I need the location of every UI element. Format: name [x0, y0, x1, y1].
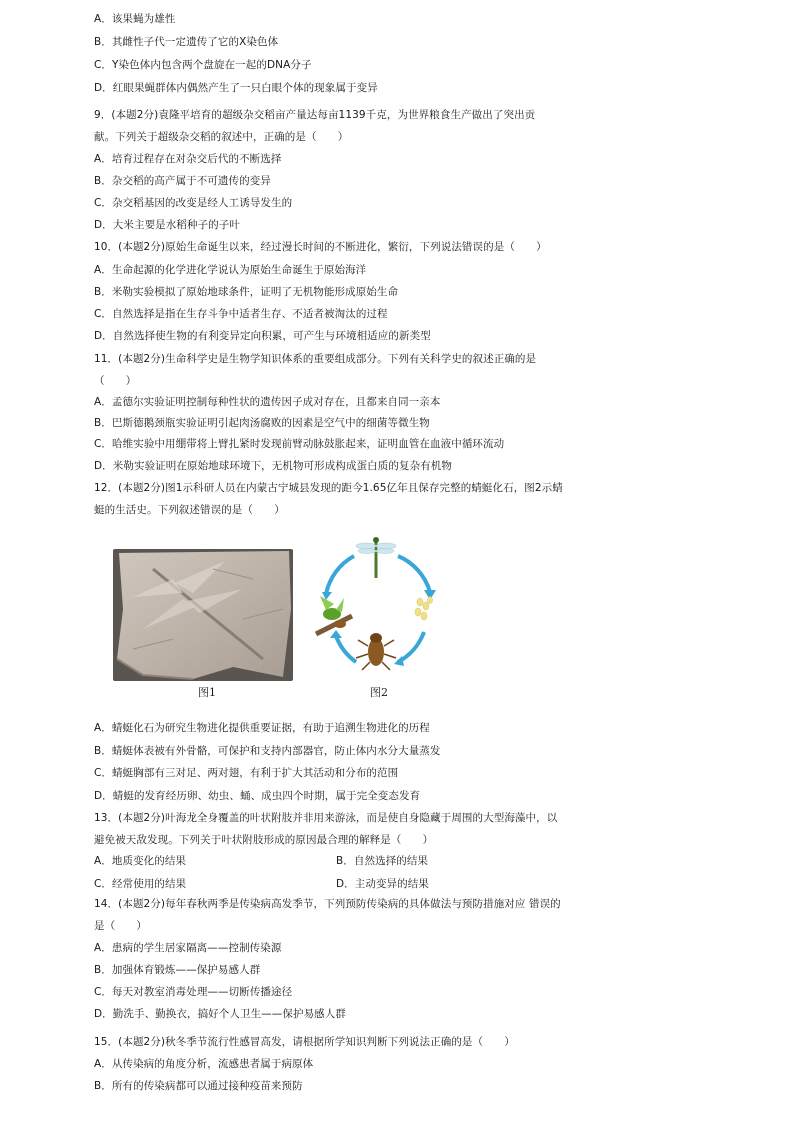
q14-option-b: B．加强体育锻炼——保护易感人群 — [94, 964, 261, 976]
q15-option-a: A．从传染病的角度分析，流感患者属于病原体 — [94, 1058, 314, 1070]
q14-option-d: D．勤洗手、勤换衣，搞好个人卫生——保护易感人群 — [94, 1008, 346, 1020]
q9-option-a: A．培育过程存在对杂交后代的不断选择 — [94, 153, 282, 165]
q11-option-a: A．孟德尔实验证明控制每种性状的遗传因子成对存在，且都来自同一亲本 — [94, 396, 441, 408]
q13-stem-2: 避免被天敌发现。下列关于叶状附肢形成的原因最合理的解释是（ ） — [94, 834, 434, 846]
q10-option-b: B．米勒实验模拟了原始地球条件，证明了无机物能形成原始生命 — [94, 286, 399, 298]
q11-stem-1: 11．(本题2分)生命科学史是生物学知识体系的重要组成部分。下列有关科学史的叙述正确的是 — [94, 353, 537, 365]
q11-stem-2: （ ） — [94, 375, 137, 387]
q12-stem-2: 蜓的生活史。下列叙述错误的是（ ） — [94, 504, 285, 516]
q10-stem: 10．(本题2分)原始生命诞生以来，经过漫长时间的不断进化，繁衍，下列说法错误的是（ ） — [94, 241, 547, 253]
q9-option-c: C．杂交稻基因的改变是经人工诱导发生的 — [94, 197, 293, 209]
q8-option-d: D．红眼果蝇群体内偶然产生了一只白眼个体的现象属于变异 — [94, 82, 378, 94]
q10-option-d: D．自然选择使生物的有利变异定向积累，可产生与环境相适应的新类型 — [94, 330, 431, 342]
figure1-fossil-photo — [113, 549, 293, 681]
q14-stem-2: 是（ ） — [94, 920, 147, 932]
q12-stem-1: 12．(本题2分)图1示科研人员在内蒙古宁城县发现的距今1.65亿年且保存完整的蜻蜓化石，图2示蜻 — [94, 482, 563, 494]
q13-option-c: C．经常使用的结果 — [94, 878, 187, 890]
q11-option-b: B．巴斯德鹅颈瓶实验证明引起肉汤腐败的因素是空气中的细菌等微生物 — [94, 417, 430, 429]
q8-option-a: A．该果蝇为雄性 — [94, 13, 176, 25]
q14-stem-1: 14．(本题2分)每年春秋两季是传染病高发季节，下列预防传染病的具体做法与预防措施对应 错误的 — [94, 898, 561, 910]
nymph-icon — [356, 633, 396, 670]
q9-stem-2: 献。下列关于超级杂交稻的叙述中，正确的是（ ） — [94, 131, 349, 143]
life-cycle-image — [312, 534, 444, 676]
q13-option-a: A．地质变化的结果 — [94, 855, 187, 867]
figure2-caption: 图2 — [370, 686, 388, 699]
q14-option-a: A．患病的学生居家隔离——控制传染源 — [94, 942, 282, 954]
q11-option-d: D．米勒实验证明在原始地球环境下，无机物可形成构成蛋白质的复杂有机物 — [94, 460, 452, 472]
q12-option-d: D．蜻蜓的发育经历卵、幼虫、蛹、成虫四个时期，属于完全变态发育 — [94, 790, 421, 802]
q10-option-c: C．自然选择是指在生存斗争中适者生存、不适者被淘汰的过程 — [94, 308, 388, 320]
q11-option-c: C．哈维实验中用绷带将上臂扎紧时发现前臂动脉鼓胀起来，证明血管在血液中循环流动 — [94, 438, 505, 450]
q9-stem-1: 9．(本题2分)袁隆平培育的超级杂交稻亩产量达每亩1139千克，为世界粮食生产做出了突出贡 — [94, 109, 536, 121]
q14-option-c: C．每天对教室消毒处理——切断传播途径 — [94, 986, 293, 998]
q8-option-c: C．Y染色体内包含两个盘旋在一起的DNA分子 — [94, 59, 312, 71]
emerging-dragonfly-icon — [316, 596, 352, 634]
q15-stem: 15．(本题2分)秋冬季节流行性感冒高发，请根据所学知识判断下列说法正确的是（ ） — [94, 1036, 515, 1048]
figure1-caption: 图1 — [198, 686, 216, 699]
eggs-icon — [415, 597, 433, 621]
q13-option-d: D．主动变异的结果 — [336, 878, 429, 890]
q12-option-a: A．蜻蜓化石为研究生物进化提供重要证据，有助于追溯生物进化的历程 — [94, 722, 430, 734]
q13-option-b: B．自然选择的结果 — [336, 855, 429, 867]
q15-option-b: B．所有的传染病都可以通过接种疫苗来预防 — [94, 1080, 303, 1092]
q10-option-a: A．生命起源的化学进化学说认为原始生命诞生于原始海洋 — [94, 264, 367, 276]
q8-option-b: B．其雌性子代一定遗传了它的X染色体 — [94, 36, 279, 48]
q13-stem-1: 13．(本题2分)叶海龙全身覆盖的叶状附肢并非用来游泳，而是使自身隐藏于周围的大型海藻中，以 — [94, 812, 558, 824]
dragonfly-fossil-image — [113, 549, 293, 681]
q9-option-b: B．杂交稻的高产属于不可遗传的变异 — [94, 175, 271, 187]
q12-option-b: B．蜻蜓体表被有外骨骼，可保护和支持内部器官，防止体内水分大量蒸发 — [94, 745, 441, 757]
adult-dragonfly-icon — [356, 537, 396, 578]
q9-option-d: D．大米主要是水稻种子的子叶 — [94, 219, 240, 231]
q12-option-c: C．蜻蜓胸部有三对足、两对翅，有利于扩大其活动和分布的范围 — [94, 767, 399, 779]
figure2-life-cycle-diagram — [312, 534, 444, 676]
